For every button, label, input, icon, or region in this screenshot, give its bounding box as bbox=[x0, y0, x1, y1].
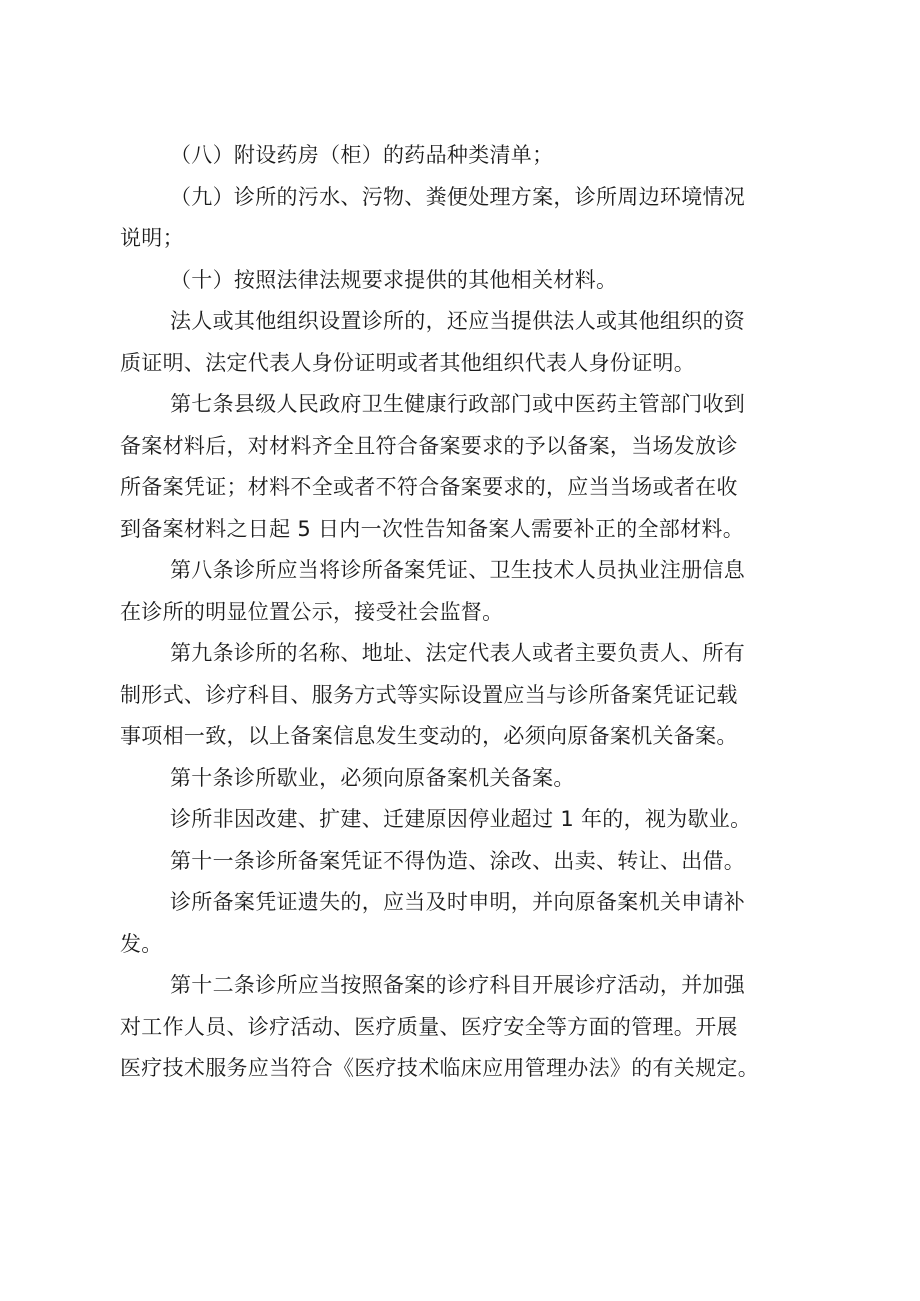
text-line: 诊所非因改建、扩建、迁建原因停业超过 1 年的，视为歇业。 bbox=[170, 807, 752, 831]
text-line: 第七条县级人民政府卫生健康行政部门或中医药主管部门收到 bbox=[170, 392, 746, 416]
paragraph-suspension bbox=[120, 799, 810, 841]
paragraph-legal-entity bbox=[120, 301, 810, 384]
paragraph-article-12 bbox=[120, 965, 810, 1090]
text-line: 第九条诊所的名称、地址、法定代表人或者主要负责人、所有 bbox=[170, 641, 746, 665]
paragraph-item-9 bbox=[120, 177, 810, 260]
text-line: （九）诊所的污水、污物、粪便处理方案，诊所周边环境情况 bbox=[170, 184, 746, 209]
text-line: 所备案凭证；材料不全或者不符合备案要求的，应当当场或者在收 bbox=[120, 475, 738, 499]
text-line: 第八条诊所应当将诊所备案凭证、卫生技术人员执业注册信息 bbox=[170, 558, 746, 582]
paragraph-item-8 bbox=[120, 135, 810, 177]
text-line: 说明； bbox=[120, 226, 184, 250]
text-line: 第十二条诊所应当按照备案的诊疗科目开展诊疗活动，并加强 bbox=[170, 973, 746, 997]
text-line: 在诊所的明显位置公示，接受社会监督。 bbox=[120, 599, 504, 624]
document-body bbox=[120, 135, 810, 1090]
text-line: 事项相一致，以上备案信息发生变动的，必须向原备案机关备案。 bbox=[120, 724, 738, 748]
text-line: （十）按照法律法规要求提供的其他相关材料。 bbox=[170, 267, 618, 292]
text-line: 质证明、法定代表人身份证明或者其他组织代表人身份证明。 bbox=[120, 350, 696, 375]
paragraph-article-10 bbox=[120, 758, 810, 800]
text-line: 第十条诊所歇业，必须向原备案机关备案。 bbox=[170, 765, 575, 790]
text-line: 制形式、诊疗科目、服务方式等实际设置应当与诊所备案凭证记载 bbox=[120, 682, 738, 707]
paragraph-article-9 bbox=[120, 633, 810, 758]
text-line: 医疗技术服务应当符合《医疗技术临床应用管理办法》的有关规定。 bbox=[120, 1056, 759, 1080]
paragraph-article-11 bbox=[120, 841, 810, 883]
paragraph-item-10 bbox=[120, 260, 810, 302]
text-line: 诊所备案凭证遗失的，应当及时申明，并向原备案机关申请补 bbox=[170, 890, 746, 914]
text-line: 到备案材料之日起 5 日内一次性告知备案人需要补正的全部材料。 bbox=[120, 516, 745, 541]
text-line: 第十一条诊所备案凭证不得伪造、涂改、出卖、转让、出借。 bbox=[170, 848, 746, 873]
text-line: （八）附设药房（柜）的药品种类清单； bbox=[170, 143, 554, 167]
text-line: 备案材料后，对材料齐全且符合备案要求的予以备案，当场发放诊 bbox=[120, 433, 738, 458]
paragraph-lost-certificate bbox=[120, 882, 810, 965]
paragraph-article-8 bbox=[120, 550, 810, 633]
paragraph-article-7 bbox=[120, 384, 810, 550]
text-line: 对工作人员、诊疗活动、医疗质量、医疗安全等方面的管理。开展 bbox=[120, 1014, 738, 1039]
text-line: 发。 bbox=[120, 931, 163, 956]
text-line: 法人或其他组织设置诊所的，还应当提供法人或其他组织的资 bbox=[170, 309, 746, 333]
